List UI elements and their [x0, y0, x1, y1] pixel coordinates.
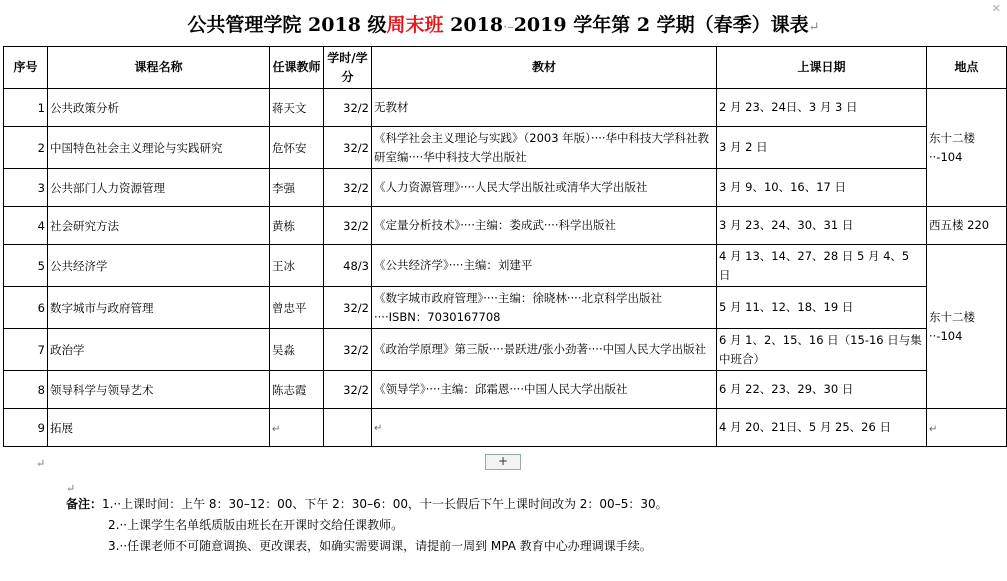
- cell-course: 公共部门人力资源管理: [48, 169, 270, 207]
- cell-textbook: 《数字城市政府管理》····主编：徐晓林····北京科学出版社····ISBN：7030167708: [372, 287, 717, 329]
- header-teacher: 任课教师: [270, 47, 324, 89]
- header-place: 地点: [927, 47, 1007, 89]
- cell-dates: 5 月 11、12、18、19 日: [717, 287, 927, 329]
- header-course: 课程名称: [48, 47, 270, 89]
- table-row: [4, 89, 1007, 127]
- cell-course: 中国特色社会主义理论与实践研究: [48, 127, 270, 169]
- table-row: [4, 127, 1007, 169]
- title-prefix: 公共管理学院 2018 级: [187, 14, 387, 36]
- cell-textbook: [372, 409, 717, 447]
- title-format-mark: ·–: [503, 20, 514, 35]
- schedule-table: [3, 46, 1007, 447]
- cell-course: 政治学: [48, 329, 270, 371]
- cell-hours: 32/2: [324, 207, 372, 245]
- header-dates: 上课日期: [717, 47, 927, 89]
- cell-teacher: 王冰: [270, 245, 324, 287]
- cell-dates: 2 月 23、24日、3 月 3 日: [717, 89, 927, 127]
- add-row-button[interactable]: +: [485, 454, 521, 470]
- cell-textbook: 《科学社会主义理论与实践》（2003 年版）····华中科技大学科社教研室编····华中科技大学出版社: [372, 127, 717, 169]
- paragraph-mark: ↵: [36, 457, 46, 470]
- notes-section: [66, 494, 668, 557]
- cell-course: 数字城市与政府管理: [48, 287, 270, 329]
- cell-dates: 6 月 22、23、29、30 日: [717, 371, 927, 409]
- note-text: 1.··上课时间：上午 8：30–12：00、下午 2：30–6：00，十一长假后下午上课时间改为 2：00–5：30。: [102, 497, 668, 511]
- cell-dates: 4 月 13、14、27、28 日 5 月 4、5 日: [717, 245, 927, 287]
- cell-course: 公共政策分析: [48, 89, 270, 127]
- header-hours: 学时/学分: [324, 47, 372, 89]
- cell-seq: 1: [4, 89, 48, 127]
- cell-teacher: 曾忠平: [270, 287, 324, 329]
- cell-hours: 32/2: [324, 287, 372, 329]
- cell-teacher: 蒋天文: [270, 89, 324, 127]
- cell-seq: 7: [4, 329, 48, 371]
- cell-course: 拓展: [48, 409, 270, 447]
- note-text: 3.··任课老师不可随意调换、更改课表，如确实需要调课，请提前一周到 MPA 教育中心办理调课手续。: [108, 539, 652, 553]
- note-line-2: [66, 515, 668, 536]
- cell-place-group2: 西五楼 220: [927, 207, 1007, 245]
- cell-dates: 6 月 1、2、15、16 日（15-16 日与集中班合）: [717, 329, 927, 371]
- title-suffix: 2019 学年第 2 学期（春季）课表: [513, 14, 809, 36]
- cell-hours: 32/2: [324, 89, 372, 127]
- cell-course: 社会研究方法: [48, 207, 270, 245]
- cell-seq: 5: [4, 245, 48, 287]
- cell-course: 领导科学与领导艺术: [48, 371, 270, 409]
- cell-dates: 3 月 23、24、30、31 日: [717, 207, 927, 245]
- cell-hours: [324, 409, 372, 447]
- close-mark-icon: ✕: [991, 2, 1001, 15]
- para-mark: ↵: [374, 422, 383, 434]
- cell-dates: 3 月 9、10、16、17 日: [717, 169, 927, 207]
- cell-place-group1: 东十二楼··-104: [927, 89, 1007, 207]
- title-year: 2018: [443, 14, 504, 36]
- para-mark: ↵: [929, 423, 938, 435]
- cell-teacher: 危怀安: [270, 127, 324, 169]
- cell-seq: 9: [4, 409, 48, 447]
- title-highlight: 周末班: [386, 14, 444, 36]
- note-line-1: [66, 494, 668, 515]
- table-row: [4, 409, 1007, 447]
- cell-course: 公共经济学: [48, 245, 270, 287]
- header-textbook: 教材: [372, 47, 717, 89]
- table-row: [4, 245, 1007, 287]
- cell-seq: 2: [4, 127, 48, 169]
- cell-teacher: 陈志霞: [270, 371, 324, 409]
- cell-textbook: 无教材: [372, 89, 717, 127]
- cell-hours: 32/2: [324, 329, 372, 371]
- cell-dates: 4 月 20、21日、5 月 25、26 日: [717, 409, 927, 447]
- table-row: [4, 287, 1007, 329]
- cell-textbook: 《领导学》····主编：邱霜恩····中国人民大学出版社: [372, 371, 717, 409]
- cell-hours: 48/3: [324, 245, 372, 287]
- cell-seq: 3: [4, 169, 48, 207]
- cell-seq: 8: [4, 371, 48, 409]
- cell-textbook: 《人力资源管理》····人民大学出版社或清华大学出版社: [372, 169, 717, 207]
- cell-teacher: 吴淼: [270, 329, 324, 371]
- cell-dates: 3 月 2 日: [717, 127, 927, 169]
- cell-textbook: 《政治学原理》第三版····景跃进/张小劲著····中国人民大学出版社: [372, 329, 717, 371]
- table-row: [4, 329, 1007, 371]
- cell-hours: 32/2: [324, 169, 372, 207]
- cell-textbook: 《公共经济学》····主编：刘建平: [372, 245, 717, 287]
- header-seq: 序号: [4, 47, 48, 89]
- table-row: [4, 371, 1007, 409]
- notes-label: 备注：: [66, 497, 103, 511]
- note-text: 2.··上课学生名单纸质版由班长在开课时交给任课教师。: [108, 518, 404, 532]
- table-row: [4, 207, 1007, 245]
- cell-teacher: 黄栋: [270, 207, 324, 245]
- note-line-3: [66, 536, 668, 557]
- page-title: [0, 10, 1007, 37]
- table-header-row: [4, 47, 1007, 89]
- cell-teacher: [270, 409, 324, 447]
- cell-place-empty: [927, 409, 1007, 447]
- cell-seq: 4: [4, 207, 48, 245]
- cell-teacher: 李强: [270, 169, 324, 207]
- paragraph-mark: ↵: [66, 482, 76, 495]
- cell-seq: 6: [4, 287, 48, 329]
- title-end-mark: ↵: [808, 20, 820, 35]
- cell-hours: 32/2: [324, 371, 372, 409]
- cell-place-group3: 东十二楼··-104: [927, 245, 1007, 409]
- para-mark: ↵: [272, 423, 281, 435]
- cell-hours: 32/2: [324, 127, 372, 169]
- cell-textbook: 《定量分析技术》····主编：娄成武····科学出版社: [372, 207, 717, 245]
- table-row: [4, 169, 1007, 207]
